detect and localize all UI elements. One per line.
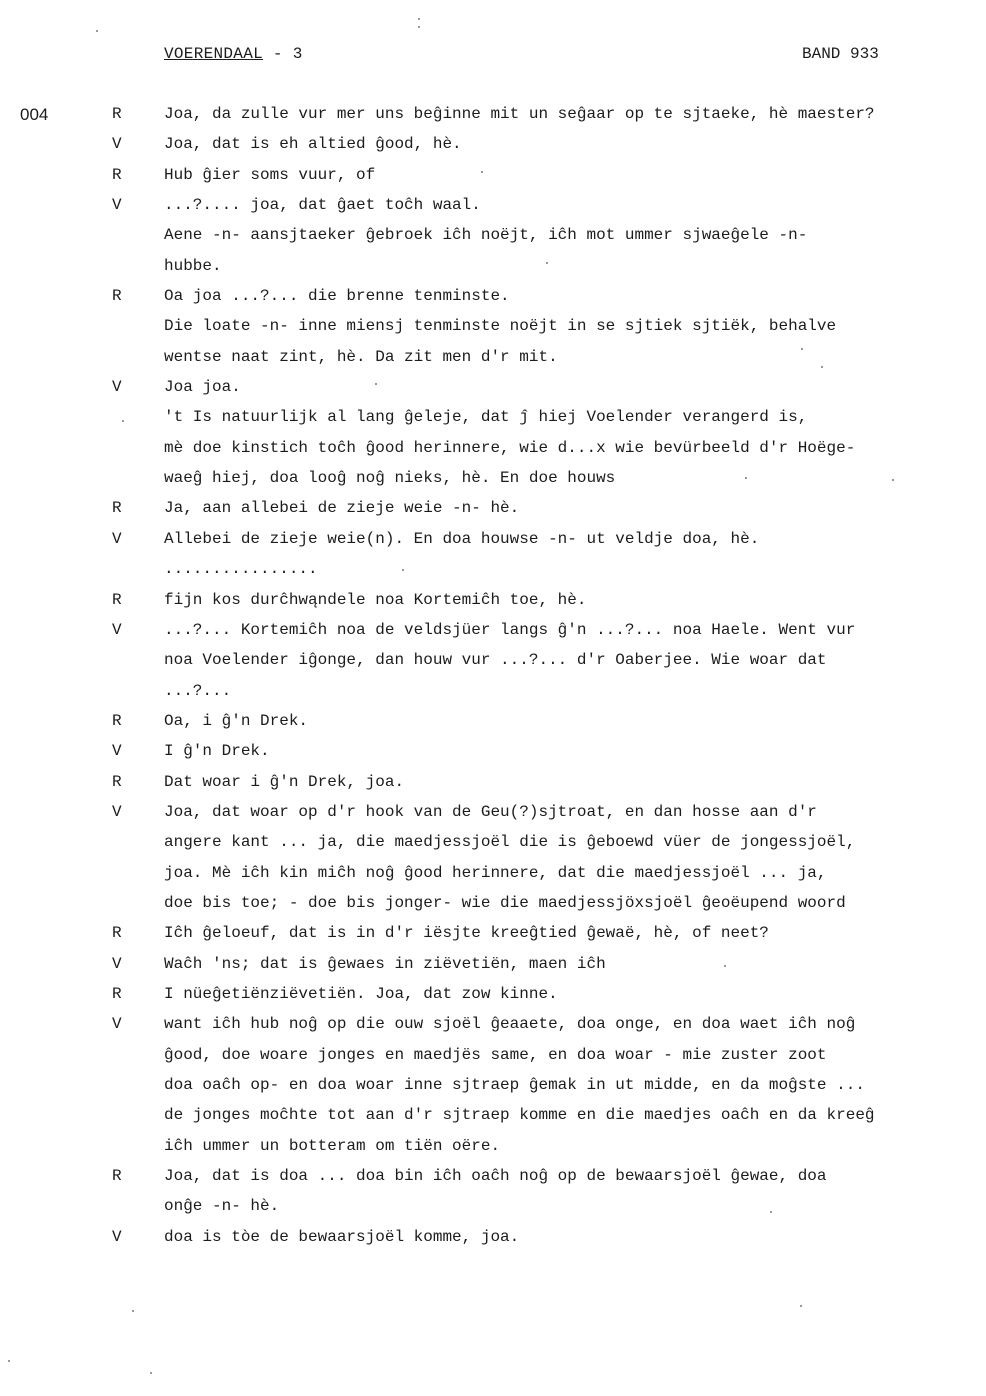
transcript-line xyxy=(0,196,986,226)
transcript-line xyxy=(0,924,986,954)
utterance-text: Oa, i ĝ'n Drek. xyxy=(164,711,309,730)
speaker-label: V xyxy=(112,378,122,397)
transcript-line xyxy=(0,317,986,347)
utterance-text: wentse naat zint, hè. Da zit men d'r mit. xyxy=(164,347,558,366)
utterance-text: Joa joa. xyxy=(164,378,241,397)
utterance-text: iĉh ummer un botteram om tiën oëre. xyxy=(164,1136,501,1155)
transcript-body xyxy=(0,105,986,1258)
transcript-line xyxy=(0,1015,986,1045)
transcript-line xyxy=(0,621,986,651)
transcript-line xyxy=(0,469,986,499)
scan-speck xyxy=(745,477,747,479)
transcript-line xyxy=(0,560,986,590)
utterance-text: I ĝ'n Drek. xyxy=(164,742,270,761)
transcript-line xyxy=(0,1167,986,1197)
segment-code: 004 xyxy=(20,105,49,124)
transcript-line xyxy=(0,135,986,165)
transcript-line xyxy=(0,955,986,985)
transcript-line xyxy=(0,773,986,803)
utterance-text: Aene -n- aansjtaeker ĝebroek iĉh noëjt, iĉh mot ummer sjwaeĝele -n- xyxy=(164,226,808,245)
scan-speck xyxy=(546,262,548,264)
utterance-text: fijn kos durĉhwąndele noa Kortemiĉh toe, hè. xyxy=(164,590,587,609)
speaker-label: R xyxy=(112,1167,122,1186)
transcript-line xyxy=(0,1137,986,1167)
utterance-text: Waĉh 'ns; dat is ĝewaes in ziëvetiën, maen iĉh xyxy=(164,954,606,973)
speaker-label: R xyxy=(112,984,122,1003)
utterance-text: ...?... xyxy=(164,681,232,700)
scan-speck xyxy=(724,965,726,967)
scan-speck xyxy=(150,1372,152,1374)
utterance-text: doa is tòe de bewaarsjoël komme, joa. xyxy=(164,1227,520,1246)
utterance-text: angere kant ... ja, die maedjessjoël die is ĝeboewd vüer de jongessjoël, xyxy=(164,833,856,852)
transcript-line xyxy=(0,1076,986,1106)
speaker-label: R xyxy=(112,105,122,123)
scan-speck xyxy=(892,479,894,481)
utterance-text: ...?.... joa, dat ĝaet toĉh waal. xyxy=(164,196,481,215)
utterance-text: Hub ĝier soms vuur, of xyxy=(164,165,376,184)
scan-speck xyxy=(770,1211,772,1213)
transcript-line xyxy=(0,499,986,529)
utterance-text: doe bis toe; - doe bis jonger- wie die maedjessjöxsjoël ĝeoëupend woord xyxy=(164,893,846,912)
transcript-line xyxy=(0,985,986,1015)
speaker-label: R xyxy=(112,924,122,943)
utterance-text: Allebei de zieje weie(n). En doa houwse -n- ut veldje doa, hè. xyxy=(164,529,760,548)
utterance-text: Iĉh ĝeloeuf, dat is in d'r iësjte kreeĝtied ĝewaë, hè, of neet? xyxy=(164,924,769,943)
transcript-line xyxy=(0,864,986,894)
transcript-line xyxy=(0,1106,986,1136)
speaker-label: V xyxy=(112,1015,122,1034)
utterance-text: ...?... Kortemiĉh noa de veldsjüer langs ĝ'n ...?... noa Haele. Went vur xyxy=(164,620,856,639)
utterance-text: Joa, dat woar op d'r hook van de Geu(?)sjtroat, en dan hosse aan d'r xyxy=(164,802,817,821)
transcript-line xyxy=(0,287,986,317)
transcript-line xyxy=(0,894,986,924)
scan-speck xyxy=(96,30,98,32)
utterance-text: Joa, dat is doa ... doa bin iĉh oaĉh noĝ op de bewaarsjoël ĝewae, doa xyxy=(164,1167,827,1186)
utterance-text: Joa, dat is eh altied ĝood, hè. xyxy=(164,135,462,154)
speaker-label: R xyxy=(112,772,122,791)
utterance-text: I nüeĝetiënziëvetiën. Joa, dat zow kinne. xyxy=(164,984,558,1003)
utterance-text: de jonges moĉhte tot aan d'r sjtraep komme en die maedjes oaĉh en da kreeĝ xyxy=(164,1106,875,1125)
utterance-text: Oa joa ...?... die brenne tenminste. xyxy=(164,287,510,306)
transcript-line xyxy=(0,378,986,408)
utterance-text: noa Voelender iĝonge, dan houw vur ...?... d'r Oaberjee. Wie woar dat xyxy=(164,651,827,670)
utterance-text: ................ xyxy=(164,560,318,579)
speaker-label: R xyxy=(112,165,122,184)
scan-speck xyxy=(481,171,483,173)
scan-speck xyxy=(418,18,420,20)
transcript-line xyxy=(0,651,986,681)
speaker-label: V xyxy=(112,135,122,154)
utterance-text: Ja, aan allebei de zieje weie -n- hè. xyxy=(164,499,520,518)
scan-speck xyxy=(800,1305,802,1307)
transcript-line xyxy=(0,1046,986,1076)
speaker-label: V xyxy=(112,1227,122,1246)
speaker-label: V xyxy=(112,196,122,215)
transcript-line xyxy=(0,1228,986,1258)
transcript-line xyxy=(0,682,986,712)
document-title xyxy=(164,45,303,63)
transcript-line xyxy=(0,742,986,772)
utterance-text: 't Is natuurlijk al lang ĝeleje, dat ĵ hiej Voelender verangerd is, xyxy=(164,408,808,427)
utterance-text: ĝood, doe woare jonges en maedjës same, en doa woar - mie zuster zoot xyxy=(164,1045,827,1064)
transcript-line xyxy=(0,166,986,196)
utterance-text: Dat woar i ĝ'n Drek, joa. xyxy=(164,772,405,791)
transcript-line xyxy=(0,439,986,469)
scan-speck xyxy=(801,348,803,350)
speaker-label: V xyxy=(112,742,122,761)
band-number: BAND 933 xyxy=(802,45,879,63)
transcript-line xyxy=(0,833,986,863)
scan-speck xyxy=(821,366,823,368)
speaker-label: V xyxy=(112,620,122,639)
transcript-line xyxy=(0,1197,986,1227)
scan-speck xyxy=(132,1310,134,1312)
scan-speck xyxy=(8,1360,10,1362)
speaker-label: R xyxy=(112,711,122,730)
scan-speck xyxy=(375,383,377,385)
scan-speck xyxy=(122,420,124,422)
transcript-line xyxy=(0,530,986,560)
transcript-line xyxy=(0,408,986,438)
transcript-line xyxy=(0,712,986,742)
speaker-label: R xyxy=(112,287,122,306)
speaker-label: V xyxy=(112,529,122,548)
transcript-line xyxy=(0,226,986,256)
utterance-text: onĝe -n- hè. xyxy=(164,1197,280,1216)
speaker-label: R xyxy=(112,590,122,609)
document-title-text: VOERENDAAL xyxy=(164,45,264,63)
speaker-label: V xyxy=(112,954,122,973)
utterance-text: mè doe kinstich toĉh ĝood herinnere, wie d...x wie bevürbeeld d'r Hoëge- xyxy=(164,438,856,457)
transcript-line xyxy=(0,591,986,621)
utterance-text: want iĉh hub noĝ op die ouw sjoël ĝeaaete, doa onge, en doa waet iĉh noĝ xyxy=(164,1015,856,1034)
utterance-text: joa. Mè iĉh kin miĉh noĝ ĝood herinnere, dat die maedjessjoël ... ja, xyxy=(164,863,827,882)
scan-speck xyxy=(402,569,404,571)
utterance-text: waeĝ hiej, doa looĝ noĝ nieks, hè. En doe houws xyxy=(164,469,616,488)
transcript-line xyxy=(0,257,986,287)
utterance-text: hubbe. xyxy=(164,256,222,275)
transcript-line xyxy=(0,348,986,378)
utterance-text: doa oaĉh op- en doa woar inne sjtraep ĝemak in ut midde, en da moĝste ... xyxy=(164,1076,865,1094)
utterance-text: Joa, da zulle vur mer uns beĝinne mit un seĝaar op te sjtaeke, hè maester? xyxy=(164,105,875,123)
utterance-text: Die loate -n- inne miensj tenminste noëjt in se sjtiek sjtiëk, behalve xyxy=(164,317,837,336)
speaker-label: R xyxy=(112,499,122,518)
speaker-label: V xyxy=(112,802,122,821)
scan-speck xyxy=(418,26,420,28)
transcript-line xyxy=(0,803,986,833)
document-page-number: - 3 xyxy=(263,45,303,63)
transcript-line xyxy=(0,105,986,135)
